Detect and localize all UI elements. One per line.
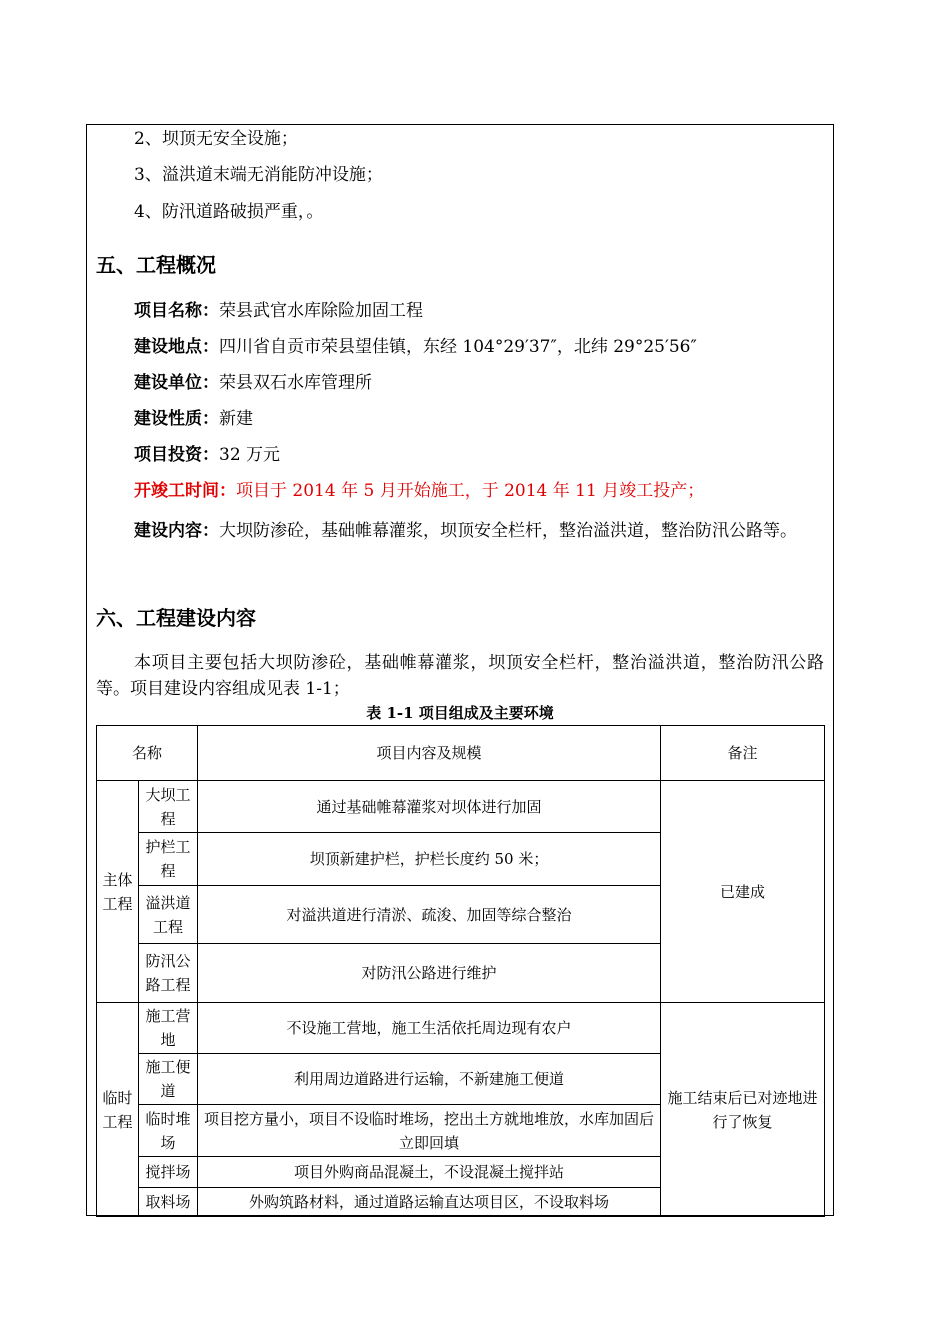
project-table — [96, 725, 825, 1217]
item-content: 坝顶新建护栏，护栏长度约 50 米； — [198, 833, 661, 886]
field-value: 新建 — [219, 409, 253, 429]
field-nature — [134, 408, 253, 430]
group-name: 主体工程 — [97, 781, 139, 1003]
sub-item: 临时堆场 — [139, 1105, 198, 1157]
table-header-row — [97, 726, 825, 781]
group-name: 临时工程 — [97, 1003, 139, 1217]
issue-item: 2、坝顶无安全设施； — [134, 129, 298, 149]
field-label: 项目投资： — [134, 445, 219, 465]
field-label: 建设单位： — [134, 373, 219, 393]
sub-item: 施工便道 — [139, 1054, 198, 1105]
header-content: 项目内容及规模 — [198, 726, 661, 781]
item-content: 利用周边道路进行运输，不新建施工便道 — [198, 1054, 661, 1105]
section-paragraph: 本项目主要包括大坝防渗砼，基础帷幕灌浆，坝顶安全栏杆，整治溢洪道，整治防汛公路等。项目建设内容组成见表 1-1； — [96, 653, 824, 699]
sub-item: 护栏工程 — [139, 833, 198, 886]
item-content: 外购筑路材料，通过道路运输直达项目区，不设取料场 — [198, 1188, 661, 1217]
field-location — [134, 336, 697, 358]
item-content: 对防汛公路进行维护 — [198, 944, 661, 1003]
item-content: 对溢洪道进行清淤、疏浚、加固等综合整治 — [198, 886, 661, 944]
field-label: 建设性质： — [134, 409, 219, 429]
group-note: 施工结束后已对迹地进行了恢复 — [661, 1003, 825, 1217]
issue-item: 4、防汛道路破损严重，。 — [134, 202, 324, 222]
group-note: 已建成 — [661, 781, 825, 1003]
table-caption: 表 1-1 项目组成及主要环境 — [366, 704, 554, 722]
item-content: 项目挖方量小，项目不设临时堆场，挖出土方就地堆放，水库加固后立即回填 — [198, 1105, 661, 1157]
field-value: 荣县双石水库管理所 — [219, 373, 372, 393]
sub-item: 溢洪道工程 — [139, 886, 198, 944]
sub-item: 搅拌场 — [139, 1157, 198, 1188]
field-value: 四川省自贡市荣县望佳镇，东经 104°29′37″，北纬 29°25′56″ — [219, 337, 697, 357]
field-schedule — [134, 480, 704, 502]
field-content — [96, 514, 824, 548]
header-name: 名称 — [97, 726, 198, 781]
issue-item: 3、溢洪道末端无消能防冲设施； — [134, 165, 383, 185]
field-investment — [134, 444, 280, 466]
item-content: 不设施工营地，施工生活依托周边现有农户 — [198, 1003, 661, 1054]
field-unit — [134, 372, 372, 394]
field-value: 荣县武官水库除险加固工程 — [219, 301, 423, 321]
field-project-name — [134, 300, 423, 322]
table-row — [97, 1003, 825, 1054]
section-heading: 六、工程建设内容 — [96, 606, 256, 630]
field-value: 32 万元 — [219, 445, 281, 465]
sub-item: 取料场 — [139, 1188, 198, 1217]
sub-item: 大坝工程 — [139, 781, 198, 833]
sub-item: 防汛公路工程 — [139, 944, 198, 1003]
field-label: 开竣工时间： — [134, 481, 236, 501]
item-content: 项目外购商品混凝土，不设混凝土搅拌站 — [198, 1157, 661, 1188]
section-heading: 五、工程概况 — [96, 253, 216, 277]
field-value: 项目于 2014 年 5 月开始施工，于 2014 年 11 月竣工投产； — [236, 481, 705, 501]
item-content: 通过基础帷幕灌浆对坝体进行加固 — [198, 781, 661, 833]
field-label: 建设地点： — [134, 337, 219, 357]
sub-item: 施工营地 — [139, 1003, 198, 1054]
field-label: 建设内容： — [134, 521, 219, 541]
table-row — [97, 781, 825, 833]
header-note: 备注 — [661, 726, 825, 781]
field-label: 项目名称： — [134, 301, 219, 321]
field-value: 大坝防渗砼，基础帷幕灌浆，坝顶安全栏杆，整治溢洪道，整治防汛公路等。 — [219, 521, 797, 541]
